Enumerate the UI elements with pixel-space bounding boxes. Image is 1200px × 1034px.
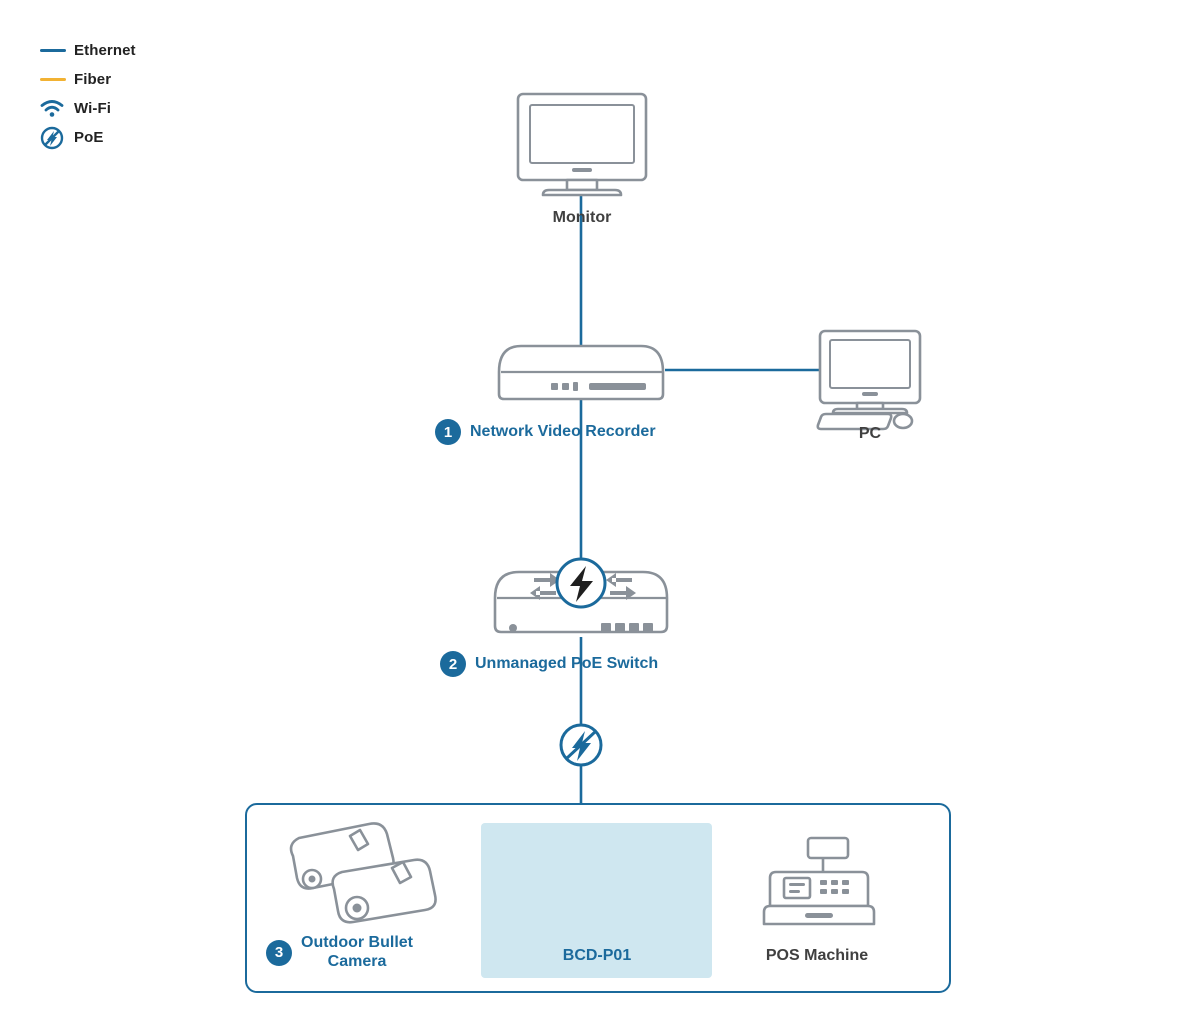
nvr-label: Network Video Recorder [470, 423, 656, 440]
monitor-label: Monitor [552, 209, 612, 226]
monitor-icon [518, 94, 646, 195]
switch-badge: 2 [440, 651, 466, 677]
pc-label: PC [858, 425, 882, 442]
bullet-camera-label-group [266, 934, 413, 972]
legend-label-ethernet: Ethernet [74, 42, 136, 59]
ethernet-line-icon [40, 49, 74, 52]
connection-lines [581, 196, 820, 803]
bullet-camera-label-line1: Outdoor Bullet [301, 934, 413, 951]
dome-camera-label: BCD-P01 [562, 947, 632, 964]
legend-item-fiber [40, 65, 260, 94]
switch-label-group [440, 651, 658, 677]
legend-item-wifi [40, 94, 260, 123]
desktop-pc-icon [818, 331, 920, 429]
fiber-line-icon [40, 78, 74, 81]
nvr-icon [499, 346, 663, 399]
poe-bolt-icon [561, 725, 601, 765]
wifi-icon [40, 100, 74, 118]
bullet-camera-label-line2: Camera [327, 952, 387, 970]
nvr-badge: 1 [435, 419, 461, 445]
switch-label: Unmanaged PoE Switch [475, 655, 659, 672]
legend-label-wifi: Wi-Fi [74, 100, 112, 117]
poe-bolt-icon [40, 126, 74, 150]
bullet-camera-badge: 3 [266, 940, 292, 966]
legend-label-fiber: Fiber [74, 71, 112, 88]
legend-item-poe [40, 123, 260, 152]
pos-machine-label: POS Machine [765, 947, 869, 964]
legend [40, 36, 260, 152]
nvr-label-group [435, 419, 656, 445]
poe-switch-icon [495, 559, 667, 632]
legend-item-ethernet [40, 36, 260, 65]
legend-label-poe: PoE [74, 129, 104, 146]
